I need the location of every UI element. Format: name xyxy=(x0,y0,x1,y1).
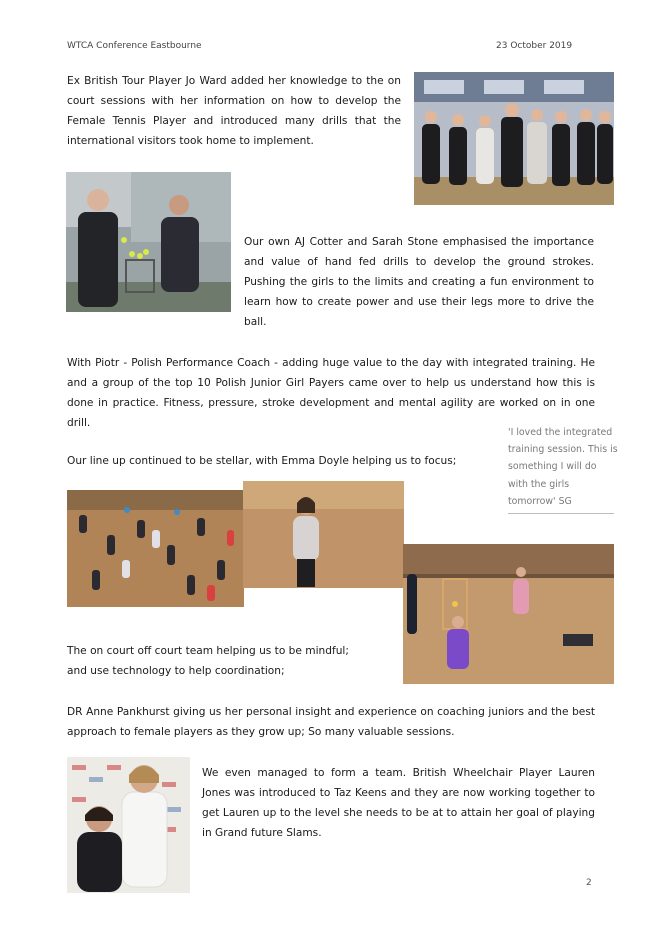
paragraph-piotr: With Piotr - Polish Performance Coach - adding huge value to the day with integrated training. He and a group of the top 10 Polish Junior Girl Payers came over to help us understand how this is done in practice. Fitness, pressure, stroke development and mental agility are worked on in one drill. xyxy=(67,357,595,429)
team-photo xyxy=(67,757,190,893)
quote-line: tomorrow' SG xyxy=(508,495,572,507)
paragraph-jo-ward: Ex British Tour Player Jo Ward added her knowledge to the on court sessions with her information on how to develop the Female Tennis Player and introduced many drills that the international visitors took home to implement. xyxy=(67,75,401,147)
header-date: 23 October 2019 xyxy=(496,41,573,51)
paragraph-mindful xyxy=(67,641,397,681)
quote-line: something I will do xyxy=(508,461,597,473)
pull-quote xyxy=(508,424,618,510)
quote-divider xyxy=(508,513,614,514)
quote-line: training session. This is xyxy=(508,444,618,456)
warmup-photo xyxy=(67,490,244,607)
header-conference-title: WTCA Conference Eastbourne xyxy=(67,41,202,51)
paragraph-pankhurst: DR Anne Pankhurst giving us her personal insight and experience on coaching juniors and the best approach to female players as they grow up; So many valuable sessions. xyxy=(67,706,595,738)
quote-line: with the girls xyxy=(508,478,570,490)
emma-doyle-photo xyxy=(243,481,404,588)
paragraph-line-up: Our line up continued to be stellar, with Emma Doyle helping us to focus; xyxy=(67,455,457,467)
coordination-photo xyxy=(403,544,614,684)
group-photo xyxy=(414,72,614,205)
mindful-line-1: The on court off court team helping us to be mindful; xyxy=(67,645,349,657)
paragraph-team: We even managed to form a team. British Wheelchair Player Lauren Jones was introduced to Taz Keens and they are now working together to get Lauren up to the level she needs to be at to attain her goal of playing in Grand future Slams. xyxy=(202,767,595,839)
mindful-line-2: and use technology to help coordination; xyxy=(67,665,285,677)
coach-drill-photo xyxy=(66,172,231,312)
page-number: 2 xyxy=(586,878,592,888)
paragraph-aj-cotter: Our own AJ Cotter and Sarah Stone emphasised the importance and value of hand fed drills to develop the ground strokes. Pushing the girls to the limits and creating a fun environment to learn how to create power and use their legs more to drive the ball. xyxy=(244,236,594,328)
quote-line: 'I loved the integrated xyxy=(508,427,613,438)
